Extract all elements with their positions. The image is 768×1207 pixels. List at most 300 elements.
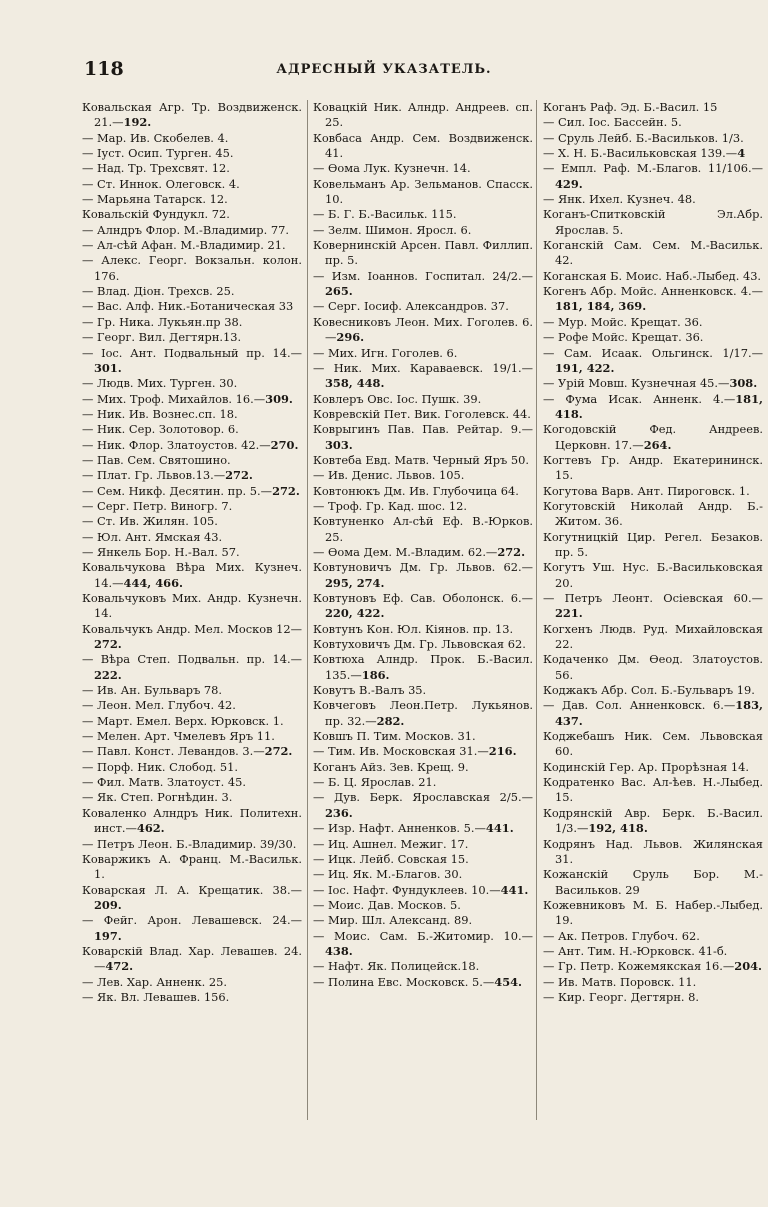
entry-text: — Дув. Берк. Ярославская 2/5.— (313, 790, 533, 805)
entry-text: — Ник. Ив. Вознес.сп. 18. (82, 406, 238, 421)
entry-phone-numbers: 303. (325, 437, 353, 452)
directory-entry (82, 530, 302, 545)
directory-entry (313, 637, 533, 652)
directory-entry (82, 714, 302, 729)
entry-text: Ковутъ В.-Валъ 35. (313, 683, 427, 698)
directory-entry (313, 760, 533, 775)
entry-text: — Сил. Іос. Бассейн. 5. (543, 115, 682, 130)
entry-text: Когодовскій Фед. Андреев. Церковн. 17.— (543, 422, 763, 452)
entry-text: Ковацкій Ник. Алндр. Андреев. сп. 25. (313, 100, 533, 130)
directory-entry (313, 775, 533, 790)
entry-phone-numbers: 462. (136, 821, 165, 836)
directory-entry (82, 438, 302, 453)
directory-entry (543, 284, 763, 315)
entry-text: — Фейг. Арон. Левашевск. 24.— (82, 913, 302, 928)
directory-entry (82, 806, 302, 837)
entry-phone-numbers: 358, 448. (325, 376, 385, 391)
directory-entry (82, 744, 302, 759)
directory-entry (82, 484, 302, 499)
directory-entry (82, 422, 302, 437)
directory-entry (82, 852, 302, 883)
directory-entry (543, 131, 763, 146)
directory-entry (82, 161, 302, 176)
entry-phone-numbers: 308. (729, 376, 758, 391)
entry-text: — Алндръ Флор. М.-Владимир. 77. (82, 222, 289, 237)
directory-entry (82, 622, 302, 653)
directory-entry (82, 775, 302, 790)
directory-entry (543, 622, 763, 653)
entry-text: — Сам. Исаак. Ольгинск. 1/17.— (543, 345, 763, 360)
directory-entry (543, 990, 763, 1005)
directory-entry (543, 161, 763, 192)
directory-entry (313, 560, 533, 591)
directory-entry (313, 790, 533, 821)
directory-entry (313, 223, 533, 238)
directory-entry (82, 591, 302, 622)
directory-entry (82, 330, 302, 345)
directory-entry (313, 698, 533, 729)
entry-text: — Вѣра Степ. Подвальн. пр. 14.— (82, 652, 302, 667)
entry-phone-numbers: 181, 184, 369. (555, 299, 647, 314)
directory-entry (313, 131, 533, 162)
directory-entry (82, 223, 302, 238)
entry-text: — Янкель Бор. Н.-Вал. 57. (82, 544, 240, 559)
directory-entry (82, 407, 302, 422)
entry-text: Кодратенко Вас. Ал-ѣев. Н.-Лыбед. 15. (543, 775, 763, 805)
directory-entry (543, 100, 763, 115)
entry-text: — Леон. Мел. Глубоч. 42. (82, 698, 236, 713)
directory-entry (313, 652, 533, 683)
directory-entry (543, 698, 763, 729)
directory-entry (543, 652, 763, 683)
entry-text: — Янк. Ихел. Кузнеч. 48. (543, 192, 696, 207)
entry-text: Коварская Л. А. Крещатик. 38.— (82, 882, 302, 897)
entry-text: — Х. Н. Б.-Васильковская 139.— (543, 146, 738, 161)
entry-text: Когутовскій Николай Андр. Б.-Житом. 36. (543, 498, 763, 529)
entry-text: — Ант. Тим. Н.-Юрковск. 41-б. (543, 943, 728, 958)
entry-text: Ковальскій Фундукл. 72. (82, 207, 230, 222)
entry-phone-numbers: 191, 422. (555, 360, 615, 375)
entry-text: — Рофе Мойс. Крещат. 36. (543, 330, 704, 345)
directory-entry (313, 683, 533, 698)
entry-text: — Моис. Сам. Б.-Житомир. 10.— (313, 928, 533, 943)
entry-text: Ковесниковъ Леон. Мих. Гоголев. 6.— (313, 314, 533, 345)
directory-entry (82, 698, 302, 713)
directory-entry (82, 975, 302, 990)
entry-text: — Ив. Ан. Бульваръ 78. (82, 683, 223, 698)
entry-text: — Урій Мовш. Кузнечная 45.— (543, 376, 730, 391)
directory-entry (543, 530, 763, 561)
entry-phone-numbers: 186. (361, 667, 390, 682)
directory-entry (543, 867, 763, 898)
directory-entry (82, 100, 302, 131)
directory-entry (543, 591, 763, 622)
entry-text: Ковревскій Пет. Вик. Гоголевск. 44. (313, 406, 531, 421)
directory-entry (543, 560, 763, 591)
directory-entry (313, 361, 533, 392)
directory-entry (313, 392, 533, 407)
entry-text: — Фил. Матв. Златоуст. 45. (82, 775, 246, 790)
directory-entry (82, 760, 302, 775)
directory-entry (82, 560, 302, 591)
directory-entry (82, 514, 302, 529)
entry-text: Ковтеба Евд. Матв. Черный Яръ 50. (313, 452, 529, 467)
entry-text: Кожевниковъ М. Б. Набер.-Лыбед. 19. (543, 897, 763, 928)
entry-phone-numbers: 444, 466. (123, 575, 183, 590)
directory-entry (82, 299, 302, 314)
entry-text: — Изм. Іоаннов. Госпитал. 24/2.— (313, 268, 533, 283)
entry-text: — Сем. Никф. Десятин. пр. 5.— (82, 483, 273, 498)
directory-entry (313, 100, 533, 131)
entry-text: Кодрянскій Авр. Берк. Б.-Васил. 1/3.— (543, 805, 763, 836)
directory-entry (543, 392, 763, 423)
entry-text: — Мар. Ив. Скобелев. 4. (82, 130, 229, 145)
entry-text: — Изр. Нафт. Анненков. 5.— (313, 821, 486, 836)
entry-text: — Сруль Лейб. Б.-Васильков. 1/3. (543, 130, 744, 145)
directory-entry (313, 867, 533, 882)
entry-text: — Зелм. Шимон. Яросл. 6. (313, 222, 472, 237)
entry-text: Коганъ Айз. Зев. Крещ. 9. (313, 759, 469, 774)
directory-entry (313, 299, 533, 314)
directory-entry (313, 975, 533, 990)
directory-entry (543, 315, 763, 330)
directory-entry (313, 514, 533, 545)
entry-text: — Алекс. Георг. Вокзальн. колон. 176. (82, 253, 302, 283)
directory-entry (313, 883, 533, 898)
directory-entry (82, 453, 302, 468)
directory-entry (313, 161, 533, 176)
directory-entry (543, 269, 763, 284)
entry-text: Кожанскій Сруль Бор. М.-Васильков. 29 (543, 867, 763, 897)
directory-column-1 (82, 100, 302, 1005)
entry-text: Ковельманъ Ар. Зельманов. Спасск. 10. (313, 176, 533, 207)
directory-entry (82, 683, 302, 698)
directory-column-2 (313, 100, 533, 990)
entry-text: — Петръ Леонт. Осіевская 60.— (543, 591, 763, 605)
directory-entry (82, 499, 302, 514)
entry-text: Ковтуновъ Еф. Сав. Оболонск. 6.— (313, 591, 533, 605)
entry-text: — Ст. Иннок. Олеговск. 4. (82, 176, 240, 191)
directory-entry (543, 944, 763, 959)
directory-entry (313, 837, 533, 852)
directory-entry (313, 821, 533, 836)
entry-text: Ковчеговъ Леон.Петр. Лукьянов. пр. 32.— (313, 698, 533, 728)
entry-text: — Март. Емел. Верх. Юрковск. 1. (82, 713, 284, 728)
entry-text: — Іос. Нафт. Фундуклеев. 10.— (313, 882, 501, 897)
directory-entry (82, 284, 302, 299)
entry-text: Коганъ-Спитковскій Эл.Абр. Ярослав. 5. (543, 207, 763, 237)
entry-phone-numbers: 265. (325, 284, 353, 299)
entry-text: Ковернинскій Арсен. Павл. Филлип. пр. 5. (313, 238, 533, 268)
running-title: АДРЕСНЫЙ УКАЗАТЕЛЬ. (276, 62, 492, 77)
directory-entry (543, 959, 763, 974)
entry-phone-numbers: 429. (555, 176, 583, 191)
directory-entry (82, 652, 302, 683)
entry-text: — Троф. Гр. Кад. шос. 12. (313, 498, 468, 513)
entry-text: — Як. Вл. Левашев. 156. (82, 989, 230, 1004)
entry-text: — Мелен. Арт. Чмелевъ Яръ 11. (82, 729, 275, 744)
directory-entry (313, 898, 533, 913)
directory-entry (313, 622, 533, 637)
directory-entry (313, 545, 533, 560)
entry-text: — Мих. Игн. Гоголев. 6. (313, 345, 458, 360)
entry-text: — Полина Евс. Московск. 5.— (313, 974, 495, 989)
entry-phone-numbers: 222. (94, 667, 122, 682)
entry-text: — Іуст. Осип. Турген. 45. (82, 146, 234, 161)
entry-text: — Іос. Ант. Подвальный пр. 14.— (82, 345, 302, 360)
directory-entry (313, 315, 533, 346)
directory-entry (313, 729, 533, 744)
directory-entry (313, 499, 533, 514)
entry-text: Кодинскій Гер. Ар. Прорѣзная 14. (543, 759, 749, 774)
entry-text: Ковтуховичъ Дм. Гр. Львовская 62. (313, 637, 526, 652)
entry-phone-numbers: 301. (94, 360, 122, 375)
page-number: 118 (84, 58, 124, 80)
entry-phone-numbers: 441. (485, 821, 514, 836)
entry-text: Ковальчуковъ Мих. Андр. Кузнечн. 14. (82, 591, 302, 621)
entry-phone-numbers: 282. (376, 713, 405, 728)
entry-phone-numbers: 197. (94, 928, 122, 943)
entry-text: Коганскій Сам. Сем. М.-Васильк. 42. (543, 238, 763, 268)
entry-text: — Серг. Іосиф. Александров. 37. (313, 299, 509, 314)
entry-phone-numbers: 209. (94, 897, 122, 912)
entry-text: Ковтюха Алндр. Прок. Б.-Васил. 135.— (313, 652, 533, 682)
entry-phone-numbers: 183, 437. (555, 698, 763, 728)
entry-phone-numbers: 272. (225, 468, 253, 483)
entry-phone-numbers: 216. (488, 744, 517, 759)
directory-entry (313, 959, 533, 974)
entry-phone-numbers: 272. (94, 637, 122, 652)
entry-text: — Ак. Петров. Глубоч. 62. (543, 928, 700, 943)
entry-text: — Мих. Троф. Михайлов. 16.— (82, 391, 266, 406)
entry-text: — Ив. Матв. Поровск. 11. (543, 974, 697, 989)
entry-text: Когхенъ Людв. Руд. Михайловская 22. (543, 621, 763, 652)
entry-text: — Над. Тр. Трехсвят. 12. (82, 161, 230, 176)
directory-entry (82, 837, 302, 852)
entry-text: Ковбаса Андр. Сем. Воздвиженск. 41. (313, 130, 533, 161)
directory-entry (313, 422, 533, 453)
entry-phone-numbers: 438. (325, 943, 353, 958)
entry-text: — Петръ Леон. Б.-Владимир. 39/30. (82, 836, 297, 851)
entry-text: — Ив. Денис. Львов. 105. (313, 468, 465, 483)
entry-phone-numbers: 309. (265, 391, 293, 406)
directory-entry (543, 975, 763, 990)
entry-text: Ковальчукъ Андр. Мел. Москов 12— (82, 621, 302, 636)
directory-entry (543, 330, 763, 345)
directory-entry (543, 729, 763, 760)
directory-entry (313, 207, 533, 222)
directory-entry (543, 192, 763, 207)
column-divider (307, 100, 308, 1120)
directory-entry (313, 852, 533, 867)
entry-text: Когутова Варв. Ант. Пироговск. 1. (543, 483, 750, 498)
directory-entry (543, 422, 763, 453)
entry-text: — Б. Г. Б.-Васильк. 115. (313, 207, 457, 222)
entry-text: Когутъ Уш. Нус. Б.-Васильковская 20. (543, 560, 763, 590)
entry-phone-numbers: 192, 418. (588, 821, 648, 836)
entry-text: Ковшъ П. Тим. Москов. 31. (313, 729, 476, 744)
entry-text: — Ник. Флор. Златоустов. 42.— (82, 437, 271, 452)
entry-text: Ковтунъ Кон. Юл. Кіянов. пр. 13. (313, 621, 514, 636)
entry-phone-numbers: 296. (336, 330, 365, 345)
directory-entry (543, 898, 763, 929)
entry-phone-numbers: 272. (272, 483, 300, 498)
directory-entry (543, 146, 763, 161)
directory-entry (82, 790, 302, 805)
entry-text: Коджакъ Абр. Сол. Б.-Бульваръ 19. (543, 683, 755, 698)
entry-text: Коганская Б. Моис. Наб.-Лыбед. 43. (543, 268, 762, 283)
directory-entry (313, 468, 533, 483)
entry-text: Коганъ Раф. Эд. Б.-Васил. 15 (543, 100, 718, 114)
directory-entry (543, 806, 763, 837)
entry-text: — Б. Ц. Ярослав. 21. (313, 775, 437, 790)
entry-phone-numbers: 204. (734, 959, 763, 974)
entry-text: Ковальская Агр. Тр. Воздвиженск. 21.— (82, 100, 302, 130)
directory-entry (82, 913, 302, 944)
entry-text: Когутницкій Цир. Регел. Безаков. пр. 5. (543, 529, 763, 559)
entry-text: Кодрянъ Над. Львов. Жилянская 31. (543, 836, 763, 866)
entry-text: — Ѳома Лук. Кузнечн. 14. (313, 161, 471, 176)
entry-text: Ковтонюкъ Дм. Ив. Глубочица 64. (313, 483, 519, 498)
directory-entry (82, 315, 302, 330)
directory-entry (82, 131, 302, 146)
entry-text: — Дав. Сол. Анненковск. 6.— (543, 698, 736, 713)
directory-entry (82, 207, 302, 222)
entry-text: — Пав. Сем. Святошино. (82, 452, 231, 467)
entry-text: Когтевъ Гр. Андр. Екатерининск. 15. (543, 452, 763, 483)
directory-entry (313, 346, 533, 361)
entry-text: — Ник. Сер. Золотовор. 6. (82, 422, 239, 437)
entry-phone-numbers: 236. (325, 805, 353, 820)
entry-text: — Кир. Георг. Дегтярн. 8. (543, 989, 700, 1004)
directory-entry (313, 407, 533, 422)
entry-text: Коваленко Алндръ Ник. Политехн. инст.— (82, 805, 302, 836)
directory-entry (313, 484, 533, 499)
entry-text: — Иц. Ашнел. Межиг. 17. (313, 836, 469, 851)
directory-entry (543, 683, 763, 698)
directory-entry (543, 376, 763, 391)
directory-entry (82, 392, 302, 407)
directory-entry (82, 944, 302, 975)
entry-phone-numbers: 270. (270, 437, 299, 452)
directory-entry (82, 146, 302, 161)
entry-text: Коварскій Влад. Хар. Левашев. 24.— (82, 943, 302, 974)
entry-text: Коджебашъ Ник. Сем. Львовская 60. (543, 729, 763, 759)
entry-text: — Гр. Петр. Кожемякская 16.— (543, 959, 735, 974)
entry-text: — Георг. Вил. Дегтярн.13. (82, 330, 242, 345)
directory-entry (313, 177, 533, 208)
directory-entry (313, 913, 533, 928)
directory-entry (82, 376, 302, 391)
entry-phone-numbers: 272. (497, 544, 526, 559)
directory-entry (82, 883, 302, 914)
directory-entry (82, 177, 302, 192)
directory-entry (82, 468, 302, 483)
entry-text: — Иц. Як. М.-Благов. 30. (313, 867, 463, 882)
entry-text: — Як. Степ. Рогнѣдин. 3. (82, 790, 233, 805)
directory-entry (82, 346, 302, 377)
entry-text: — Гр. Ника. Лукьян.пр 38. (82, 314, 243, 329)
directory-entry (313, 238, 533, 269)
directory-entry (313, 929, 533, 960)
entry-text: — Плат. Гр. Львов.13.— (82, 468, 226, 483)
directory-entry (543, 207, 763, 238)
entry-text: — Моис. Дав. Москов. 5. (313, 897, 461, 912)
entry-text: — Вас. Алф. Ник.-Ботаническая 33 (82, 299, 294, 314)
directory-entry (543, 837, 763, 868)
entry-text: — Юл. Ант. Ямская 43. (82, 529, 223, 544)
directory-entry (313, 453, 533, 468)
directory-entry (543, 453, 763, 484)
entry-text: — Мир. Шл. Александ. 89. (313, 913, 473, 928)
entry-phone-numbers: 272. (264, 744, 293, 759)
entry-text: — Фума Исак. Анненк. 4.— (543, 391, 736, 406)
entry-phone-numbers: 181, 418. (555, 391, 763, 421)
directory-entry (543, 760, 763, 775)
directory-entry (543, 484, 763, 499)
directory-entry (82, 192, 302, 207)
entry-text: — Ицк. Лейб. Совская 15. (313, 851, 469, 866)
entry-phone-numbers: 4 (737, 146, 746, 161)
directory-entry (543, 346, 763, 377)
directory-entry (313, 269, 533, 300)
directory-entry (543, 238, 763, 269)
entry-phone-numbers: 472. (105, 959, 134, 974)
entry-text: Когенъ Абр. Мойс. Анненковск. 4.— (543, 284, 763, 299)
entry-text: — Нафт. Як. Полицейск.18. (313, 959, 480, 974)
directory-entry (543, 499, 763, 530)
entry-text: — Ник. Мих. Караваевск. 19/1.— (313, 360, 533, 375)
directory-entry (82, 238, 302, 253)
entry-text: — Ал-сѣй Афан. М.-Владимир. 21. (82, 238, 286, 253)
directory-entry (82, 990, 302, 1005)
entry-text: — Лев. Хар. Анненк. 25. (82, 974, 227, 989)
directory-entry (543, 115, 763, 130)
entry-phone-numbers: 192. (123, 115, 152, 130)
entry-text: — Влад. Діон. Трехсв. 25. (82, 284, 235, 299)
entry-phone-numbers: 441. (500, 882, 529, 897)
entry-text: — Мур. Мойс. Крещат. 36. (543, 314, 703, 329)
entry-phone-numbers: 295, 274. (325, 575, 385, 590)
directory-entry (82, 253, 302, 284)
entry-text: — Тим. Ив. Московская 31.— (313, 744, 489, 759)
entry-phone-numbers: 454. (494, 974, 523, 989)
directory-entry (543, 775, 763, 806)
directory-entry (313, 744, 533, 759)
entry-text: Коврыгинъ Пав. Пав. Рейтар. 9.— (313, 422, 533, 437)
entry-text: — Ст. Ив. Жилян. 105. (82, 514, 218, 529)
entry-phone-numbers: 220, 422. (325, 606, 385, 621)
directory-entry (82, 545, 302, 560)
entry-text: Ковальчукова Вѣра Мих. Кузнеч. 14.— (82, 560, 302, 590)
entry-text: — Павл. Конст. Левандов. 3.— (82, 744, 265, 759)
entry-phone-numbers: 221. (555, 606, 583, 621)
entry-text: — Марьяна Татарск. 12. (82, 192, 228, 207)
entry-text: Ковлеръ Овс. Іос. Пушк. 39. (313, 391, 482, 406)
entry-phone-numbers: 264. (643, 437, 672, 452)
column-divider (536, 100, 537, 1120)
entry-text: — Серг. Петр. Виногр. 7. (82, 498, 233, 513)
entry-text: — Людв. Мих. Турген. 30. (82, 376, 238, 391)
entry-text: Коваржикъ А. Франц. М.-Васильк. 1. (82, 851, 302, 882)
entry-text: Кодаченко Дм. Ѳеод. Златоустов. 56. (543, 652, 763, 682)
entry-text: — Ѳома Дем. М.-Владим. 62.— (313, 544, 498, 559)
directory-column-3 (543, 100, 763, 1005)
entry-text: Ковтуненко Ал-сѣй Еф. В.-Юрков. 25. (313, 514, 533, 544)
page-header (0, 58, 768, 82)
entry-text: — Емпл. Раф. М.-Благов. 11/106.— (543, 161, 763, 176)
directory-entry (82, 729, 302, 744)
